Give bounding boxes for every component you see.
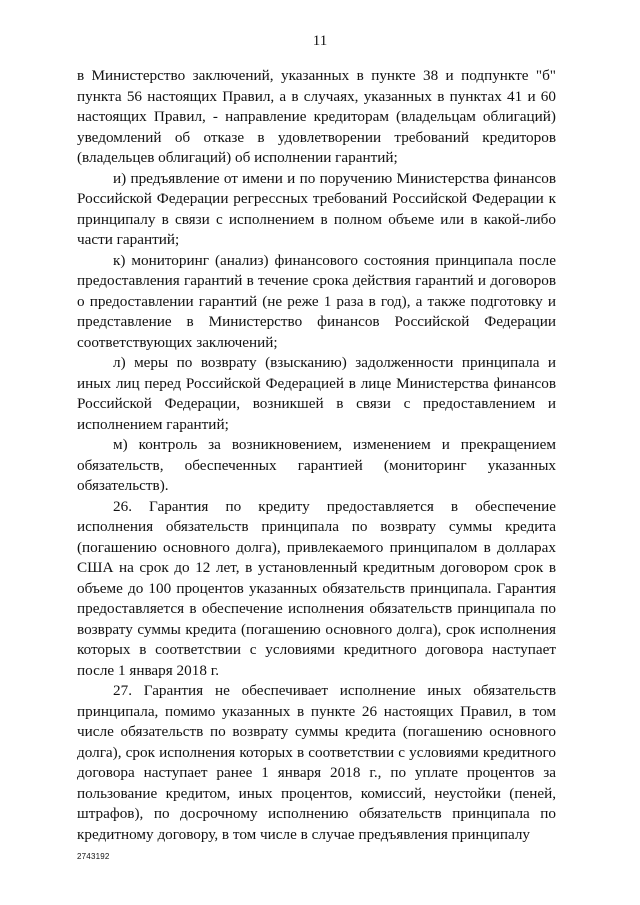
- paragraph-item-k: к) мониторинг (анализ) финансового состояния принципала после предоставления гарантий в течение срока действия гарантий и договоров о предоставлении гарантий (не реже 1 раза в год), а также подготовку и представление в Министерство финансов Российской Федерации соответствующих заключений;: [77, 251, 556, 351]
- document-body: [77, 66, 556, 845]
- paragraph-clause-27: 27. Гарантия не обеспечивает исполнение иных обязательств принципала, помимо указанных в пункте 26 настоящих Правил, в том числе обязательств по возврату суммы кредита (погашению основного долга), срок исполнения которых в соответствии с условиями кредитного договора наступает ранее 1 января 2018 г., по уплате процентов за пользование кредитом, иных процентов, комиссий, неустойки (пеней, штрафов), по досрочному исполнению обязательств принципала по кредитному договору, в том числе в случае предъявления принципалу: [77, 682, 556, 843]
- paragraph-clause-26: 26. Гарантия по кредиту предоставляется в обеспечение исполнения обязательств принципала по возврату суммы кредита (погашению основного долга), привлекаемого принципалом в долларах США на срок до 12 лет, в установленный кредитным договором срок в объеме до 100 процентов указанных обязательств принципала. Гарантия предоставляется в обеспечение исполнения обязательств принципала по возврату суммы кредита (погашению основного долга), срок исполнения которых в соответствии с условиями кредитного договора наступает после 1 января 2018 г.: [77, 497, 556, 679]
- paragraph-item-m: м) контроль за возникновением, изменением и прекращением обязательств, обеспеченных гарантией (мониторинг указанных обязательств).: [77, 436, 556, 494]
- page-number: 11: [312, 33, 328, 49]
- paragraph-item-l: л) меры по возврату (взысканию) задолженности принципала и иных лиц перед Российской Федерацией в лице Министерства финансов Российской Федерации, возникшей в связи с предоставлением и исполнением гарантий;: [77, 354, 556, 433]
- paragraph-continuation: в Министерство заключений, указанных в пункте 38 и подпункте "б" пункта 56 настоящих Правил, а в случаях, указанных в пунктах 41 и 60 настоящих Правил, - направление кредиторам (владельцам облигаций) уведомлений об отказе в удовлетворении требований кредиторов (владельцев облигаций) об исполнении гарантий;: [77, 67, 556, 166]
- document-code: 2743192: [77, 852, 110, 861]
- paragraph-item-i: и) предъявление от имени и по поручению Министерства финансов Российской Федерации регрессных требований Российской Федерации к принципалу в связи с исполнением в полном объеме или в какой-либо части гарантий;: [77, 169, 556, 248]
